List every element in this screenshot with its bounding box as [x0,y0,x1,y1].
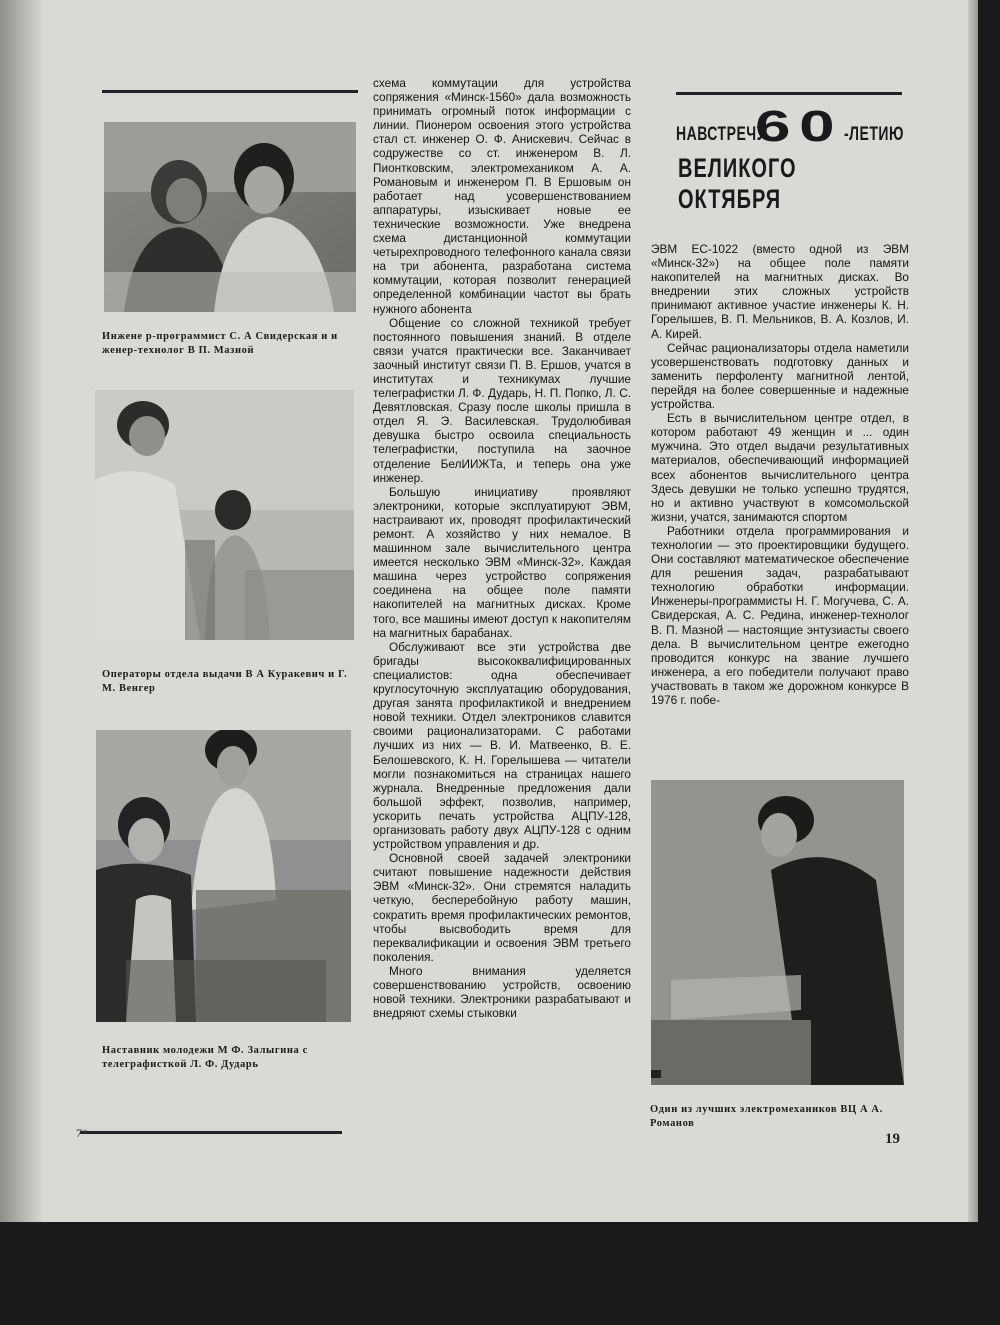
banner-suffix: -ЛЕТИЮ [844,122,904,145]
caption-photo2: Операторы отдела выдачи В А Куракевич и Г. М. Венгер [102,669,348,694]
page-edge [968,0,978,1222]
article-column-right [651,242,909,707]
page-gutter [0,0,42,1222]
paragraph: схема коммутации для устройства сопряжения «Минск-1560» дала возможность принимать огромный поток информации с линии. Пионером освоения этого устройства стал ст. инженер О. Ф. Анискевич. Сейчас в содружестве со ст. инженером В. Л. Пионтковским, электромехаником А. А. Романовым и инженером П. В Ершовым он работает над усовершенствованием аппаратуры, изыскивает новые ее технические возможности. Уже внедрена схема дистанционной коммутации четырехпроводного телефонного канала связи на три абонента, разработана система коммутации, которая позволит генерацией определенной комбинации частот вы брать нужного абонента [373,76,631,316]
article-column-middle [373,76,631,1020]
anniversary-banner [676,92,904,215]
corner-mark: 7* [76,1126,88,1140]
paragraph: Основной своей задачей электроники считают повышение надежности действия ЭВМ «Минск-32». Они стремятся наладить четкую, бесперебойную работу машин, сократить время профилактических ремонтов, чтобы высвободить время для переквалификации и освоения ЭВМ третьего поколения. [373,851,631,964]
paragraph: Обслуживают все эти устройства две бригады высококвалифицированных специалистов: одна обеспечивает круглосуточную эксплуатацию оборудования, другая занята профилактикой и внедрением новой техники. Отдел электроников славится своими рационализаторами. С работами лучших из них — В. И. Матвеенко, В. Е. Белошевского, К. Н. Горелышева — читатели могли познакомиться на страницах нашего журнала. Внедренные предложения дали большой эффект, позволив, например, ускорить печать устройства АЦПУ-128, организовать работу двух АЦПУ-128 с одним устройством управления и др. [373,639,631,852]
caption-photo3: Наставник молодежи М Ф. Залыгина с телеграфисткой Л. Ф. Дударь [102,1045,308,1070]
paragraph: Есть в вычислительном центре отдел, в котором работают 49 женщин и ... один мужчина. Это отдел выдачи результативных материалов, обеспечивающий информацией всех абонентов вычислительного центра Здесь девушки не только успешно трудятся, но и активно участвуют в комсомольской жизни, учатся, занимаются спортом [651,411,909,524]
banner-prefix: НАВСТРЕЧУ [676,122,766,145]
paragraph: ЭВМ ЕС-1022 (вместо одной из ЭВМ «Минск-32») на общее поле памяти накопителей на магнитных дисках. Во внедрении этих сложных устройств принимают активное участие инженеры К. Н. Горелышев, В. П. Мельников, В. А. Козлов, И. А. Кирей. [651,242,909,341]
bottom-rule-left [80,1131,342,1134]
paragraph: Сейчас рационализаторы отдела наметили усовершенствовать подготовку данных и заменить перфоленту магнитной лентой, перейдя на более совершенные и надежные устройства. [651,340,909,412]
top-rule-left [102,90,358,93]
paragraph: Работники отдела программирования и технологии — это проектировщики будущего. Они составляют математическое обеспечение для решения задач, разрабатывают технологию обработки информации. Инженеры-программисты Н. Г. Могучева, С. А. Свидерская, А. С. Редина, инженер-технолог В. П. Мазной — настоящие энтузиасты своего дела. В вычислительном центре ежегодно проводится конкурс на звание лучшего инженера, а его победители получают право участвовать в таком же дорожном конкурсе В 1976 г. побе- [651,523,909,707]
caption-photo1: Инжене р-программист С. А Свидерская и и женер-технолог В П. Мазной [102,331,338,356]
banner-number: 60 [755,102,844,151]
photo-programmer-technologist [104,122,356,312]
photo-operators [95,390,354,640]
paragraph: Много внимания уделяется совершенствованию устройств, освоению новой техники. Электроники разрабатывают и внедряют схемы стыковки [373,963,631,1021]
caption-photo4: Один из лучших электромехаников ВЦ А А. Романов [650,1104,883,1129]
banner-title: ВЕЛИКОГО ОКТЯБРЯ [678,154,797,215]
paragraph: Большую инициативу проявляют электроники, которые эксплуатируют ЭВМ, настраивают их, проводят профилактический ремонт. А хозяйство у них немалое. В машинном зале вычислительного центра имеется несколько ЭВМ «Минск-32». Каждая машина через устройство сопряжения соединена на общее поле памяти накопителей на магнитных дисках. Кроме того, все машины имеют доступ к накопителям на магнитных барабанах. [373,484,631,640]
photo-electromechanic [651,780,904,1085]
banner-rule [676,92,902,95]
photo-mentor-telegraphist [96,730,351,1022]
page-number: 19 [885,1131,900,1147]
paragraph: Общение со сложной техникой требует постоянного повышения знаний. В отделе связи учатся практически все. Заканчивает заочный институт связи П. В. Ершов, учатся в институтах и техникумах лучшие телеграфистки Л. Ф. Дударь, Н. П. Попко, Л. С. Девятловская. Сразу после школы пришла в отдел Я. Э. Василевская. Трудолюбивая девушка быстро освоила специальность телеграфистки, поступила на заочное отделение БелИИЖТа, и теперь она уже инженер. [373,315,631,485]
